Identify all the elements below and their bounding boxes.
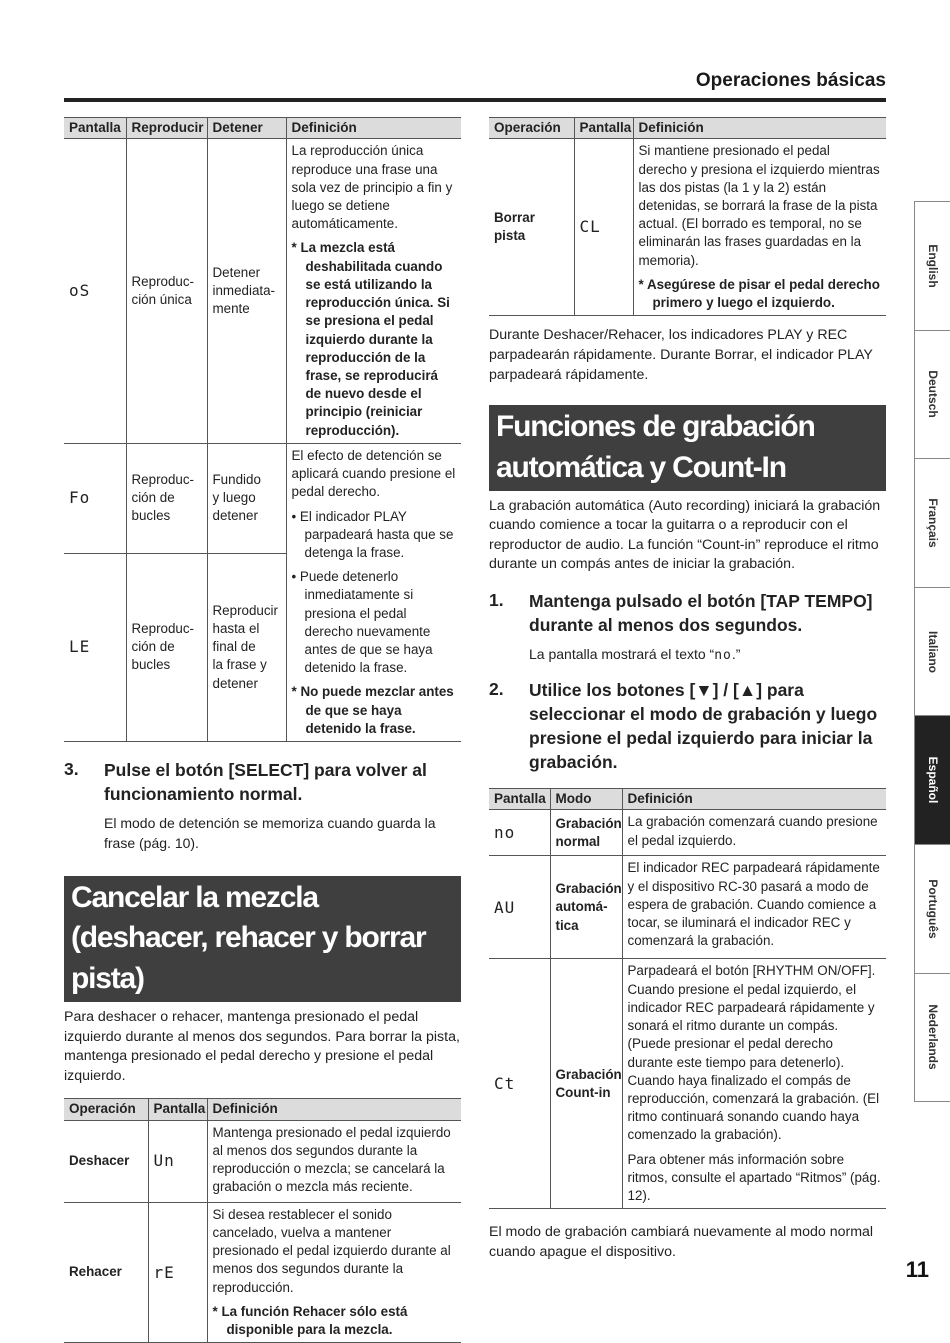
header-rule [64,98,886,102]
bullet-item: • Puede detenerlo inmediatamente si presiona el pedal derecho nuevamente antes de que se haya detenido la frase. [291,569,433,676]
lcd-display: no [494,823,516,843]
bullet-item: • El indicador PLAY parpadeará hasta que se detenga la frase. [291,508,454,560]
play-cell: Reproduc- ción de bucles [126,443,207,553]
up-arrow-icon: ▲ [738,679,757,700]
col-header: Detener [207,118,286,139]
col-header: Operación [489,118,574,139]
lcd-display: Fo [69,488,91,508]
mode-cell: Grabación Count-in [550,959,622,1209]
table-row [64,1120,461,1202]
right-column [489,117,886,1263]
lcd-display: oS [69,281,91,301]
section-title-cancel: Cancelar la mezcla (deshacer, rehacer y borrar pista) [64,876,461,1002]
lcd-display: AU [494,897,516,917]
table-row [489,959,886,1209]
col-header: Definición [207,1099,461,1120]
col-header: Pantalla [64,118,126,139]
operation-cell: Deshacer [64,1120,148,1202]
definition-text: Si mantiene presionado el pedal derecho y presiona el izquierdo mientras las dos pistas (la 1 y la 2) están detenidas, se borrará la frase de la pista actual. (El borrado es temporal, no se eliminarán las frases guardadas en la memoria). [638,143,880,268]
lcd-display: no [714,648,732,664]
note: * Asegúrese de pisar el pedal derecho primero y luego el izquierdo. [638,276,880,311]
operation-cell: Rehacer [64,1202,148,1343]
col-header: Definición [633,118,886,139]
table-row [64,1202,461,1343]
step-title: Pulse el botón [SELECT] para volver al funcionamiento normal. [104,760,427,805]
clear-note-paragraph: Durante Deshacer/Rehacer, los indicadores PLAY y REC parpadearán rápidamente. Durante Borrar, el indicador PLAY parpadeará rápidamente. [489,327,873,383]
stop-cell: Fundido y luego detener [207,443,286,553]
step-number: 2. [489,678,504,699]
lcd-display: Ct [494,1074,516,1094]
section-title-auto: Funciones de grabación automática y Count-In [489,405,886,491]
mode-cell: Grabación automá- tica [550,856,622,959]
note: * La función Rehacer sólo está disponible para la mezcla. [212,1303,408,1338]
lcd-display: rE [153,1262,175,1282]
lcd-display: Un [153,1151,175,1171]
step-title: Utilice los botones [▼] / [▲] para seleccionar el modo de grabación y luego presione el pedal izquierdo para iniciar la grabación. [529,679,878,772]
clear-track-table [489,117,886,316]
table-row [489,856,886,959]
definition-text: La reproducción única reproduce una frase una sola vez de principio a fin y luego se detiene automáticamente. [291,143,453,232]
footer-paragraph: El modo de grabación cambiará nuevamente al modo normal cuando apague el dispositivo. [489,1224,874,1260]
step-number: 3. [64,759,79,780]
tab-italiano[interactable]: Italiano [914,587,950,716]
mode-cell: Grabación normal [550,810,622,856]
section-intro: Para deshacer o rehacer, mantenga presionado el pedal izquierdo durante al menos dos segundos. Para borrar la pista, mantenga presionado el pedal derecho y presione el pedal izquierdo. [64,1009,460,1084]
step-1 [489,589,886,665]
step-title: Mantenga pulsado el botón [TAP TEMPO] durante al menos dos segundos. [529,591,873,636]
col-header: Pantalla [148,1099,207,1120]
tab-francais[interactable]: Français [914,458,950,587]
stop-mode-table [64,117,461,742]
step-description: La pantalla mostrará el texto “no.” [529,646,741,664]
definition-text: Parpadeará el botón [RHYTHM ON/OFF]. Cuando presione el pedal izquierdo, el indicador REC parpadeará rápidamente y sonará el ritmo durante un compás. (Puede presionar el pedal derecho durante este tiempo para detenerlo). Cuando haya finalizado el compás de reproducción, comenzará la grabación. (El ritmo continuará sonando cuando haya comenzado la grabación). [627,963,880,1143]
tab-deutsch[interactable]: Deutsch [914,330,950,459]
note: * La mezcla está deshabilitada cuando se está utilizando la reproducción única. Si se presiona el pedal izquierdo durante la reproducción de la frase, se reproducirá de nuevo desde el principio (reiniciar reproducción). [291,240,450,438]
stop-cell: Reproducir hasta el final de la frase y detener [207,553,286,742]
definition-text: El efecto de detención se aplicará cuando presione el pedal derecho. [291,447,456,500]
step-2 [489,678,886,775]
operation-cell: Borrar pista [489,139,574,316]
tab-espanol[interactable]: Español [914,715,950,844]
col-header: Operación [64,1099,148,1120]
left-column [64,117,461,1343]
language-tabs [914,201,950,1102]
col-header: Reproducir [126,118,207,139]
tab-portugues[interactable]: Português [914,844,950,973]
step-description: El modo de detención se memoriza cuando guarda la frase (pág. 10). [104,815,436,852]
table-row [489,139,886,316]
definition-text: El indicador REC parpadeará rápidamente y el dispositivo RC-30 pasará a modo de espera de grabación. Cuando comience a tocar, se iluminará el indicador REC y comenzará la grabación. [622,856,886,959]
undo-redo-table [64,1098,461,1343]
lcd-display: LE [69,637,91,657]
table-row [489,810,886,856]
col-header: Definición [286,118,461,139]
stop-cell: Detener inmediata- mente [207,139,286,444]
definition-text: Mantenga presionado el pedal izquierdo al menos dos segundos durante la reproducción o mezcla; se cancelará la grabación o mezcla más reciente. [207,1120,461,1202]
table-row [64,139,461,444]
section-intro: La grabación automática (Auto recording) iniciará la grabación cuando comience a tocar la guitarra o a reproducir con el reproductor de audio. La función “Count-in” reproduce el ritmo durante un compás antes de iniciar la grabación. [489,497,881,573]
lcd-display: CL [579,217,601,237]
page-number: 11 [905,1257,929,1282]
play-cell: Reproduc- ción única [126,139,207,444]
definition-text: Si desea restablecer el sonido cancelado, vuelva a mantener presionado el pedal izquierdo durante al menos dos segundos durante la reproducción. [212,1206,451,1295]
definition-text: La grabación comenzará cuando presione el pedal izquierdo. [622,810,886,856]
table-row [64,443,461,553]
col-header: Pantalla [574,118,633,139]
tab-nederlands[interactable]: Nederlands [914,973,950,1102]
tab-english[interactable]: English [914,201,950,330]
note: * No puede mezclar antes de que se haya detenido la frase. [291,684,454,736]
down-arrow-icon: ▼ [695,679,713,700]
record-mode-table [489,788,886,1209]
col-header: Modo [550,789,622,810]
col-header: Pantalla [489,789,550,810]
play-cell: Reproduc- ción de bucles [126,553,207,742]
step-number: 1. [489,590,504,611]
definition-extra: Para obtener más información sobre ritmos, consulte el apartado “Ritmos” (pág. 12). [627,1151,881,1204]
step-3 [64,758,461,853]
col-header: Definición [622,789,886,810]
page-header-title: Operaciones básicas [695,70,886,91]
